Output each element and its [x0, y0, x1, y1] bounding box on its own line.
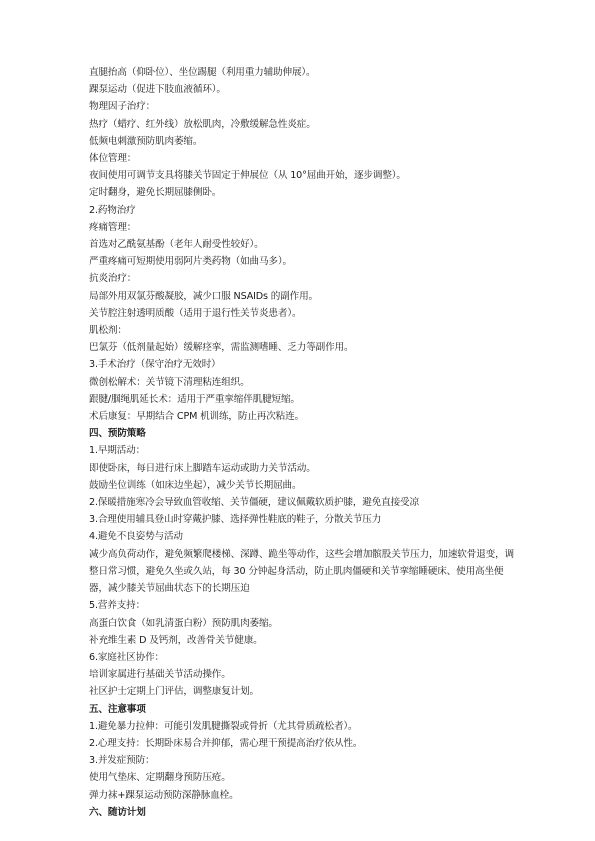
text-line: 弹力袜+踝泵运动预防深静脉血栓。 — [89, 789, 239, 801]
text-line: 使用气垫床、定期翻身预防压疮。 — [89, 772, 231, 784]
text-line: 1.避免暴力拉伸：可能引发肌腱撕裂或骨折（尤其骨质疏松者）。 — [89, 720, 358, 732]
text-line: 关节腔注射透明质酸（适用于退行性关节炎患者）。 — [89, 307, 302, 319]
text-line: 严重疼痛可短期使用弱阿片类药物（如曲马多）。 — [89, 256, 292, 268]
text-line: 2.保暖措施寒冷会导致血管收缩、关节僵硬，建议佩戴软质护膝，避免直接受凉 — [89, 497, 419, 509]
text-line: 2.心理支持：长期卧床易合并抑郁，需心理干预提高治疗依从性。 — [89, 737, 363, 749]
text-line: 3.手术治疗（保守治疗无效时） — [89, 359, 221, 371]
text-line: 4.避免不良姿势与活动 — [89, 531, 183, 543]
text-line: 巴氯芬（低剂量起始）缓解痉挛，需监测嗜睡、乏力等副作用。 — [89, 342, 354, 354]
text-line: 局部外用双氯芬酸凝胶，减少口服 NSAIDs 的副作用。 — [89, 290, 318, 302]
text-line: 3.合理使用辅具登山时穿戴护膝、选择弹性鞋底的鞋子，分散关节压力 — [89, 514, 382, 526]
text-line: 培训家属进行基础关节活动操作。 — [89, 669, 231, 681]
text-line: 踝泵运动（促进下肢血液循环）。 — [89, 84, 226, 96]
text-line: 抗炎治疗： — [89, 273, 137, 285]
document-body — [89, 64, 521, 821]
section-heading: 五、注意事项 — [89, 703, 146, 715]
section-heading: 六、随访计划 — [89, 806, 146, 818]
text-line: 减少高负荷动作，避免频繁爬楼梯、深蹲、跪坐等动作，这些会增加髌股关节压力，加速软骨退变，调整日常习惯，避免久坐或久站，每 30 分钟起身活动，防止肌肉僵硬和关节挛缩睡硬床、使用高坐便器，减少膝关节屈曲状态下的长期压迫 — [89, 548, 514, 595]
text-line: 低频电刺激预防肌肉萎缩。 — [89, 135, 203, 147]
text-line: 2.药物治疗 — [89, 204, 136, 216]
text-line: 1.早期活动： — [89, 445, 146, 457]
text-line: 直腿抬高（仰卧位）、坐位踢腿（利用重力辅助伸展）。 — [89, 67, 316, 78]
section-heading: 四、预防策略 — [89, 428, 146, 440]
text-line: 6.家庭社区协作： — [89, 651, 164, 663]
text-line: 疼痛管理： — [89, 221, 137, 233]
text-line: 跟腱/腘绳肌延长术：适用于严重挛缩伴肌腱短缩。 — [89, 393, 300, 405]
text-line: 社区护士定期上门评估，调整康复计划。 — [89, 686, 259, 698]
text-line: 5.营养支持： — [89, 600, 146, 612]
text-line: 即使卧床，每日进行床上脚踏车运动或助力关节活动。 — [89, 462, 316, 474]
text-line: 高蛋白饮食（如乳清蛋白粉）预防肌肉萎缩。 — [89, 617, 278, 629]
text-line: 微创松解术：关节镜下清理粘连组织。 — [89, 376, 250, 388]
text-line: 鼓励坐位训练（如床边坐起），减少关节长期屈曲。 — [89, 479, 302, 491]
text-line: 物理因子治疗： — [89, 101, 156, 113]
text-line: 3.并发症预防： — [89, 755, 155, 767]
text-line: 首选对乙酰氨基酚（老年人耐受性较好）。 — [89, 239, 264, 251]
text-line: 定时翻身，避免长期屈膝侧卧。 — [89, 187, 222, 199]
text-line: 体位管理： — [89, 153, 137, 165]
text-line: 肌松剂： — [89, 325, 127, 337]
text-line: 热疗（蜡疗、红外线）放松肌肉，冷敷缓解急性炎症。 — [89, 118, 316, 130]
text-line: 补充维生素 D 及钙剂，改善骨关节健康。 — [89, 634, 263, 646]
text-line: 夜间使用可调节支具将膝关节固定于伸展位（从 10°屈曲开始，逐步调整）。 — [89, 170, 406, 182]
text-line: 术后康复：早期结合 CPM 机训练，防止再次粘连。 — [89, 411, 304, 423]
